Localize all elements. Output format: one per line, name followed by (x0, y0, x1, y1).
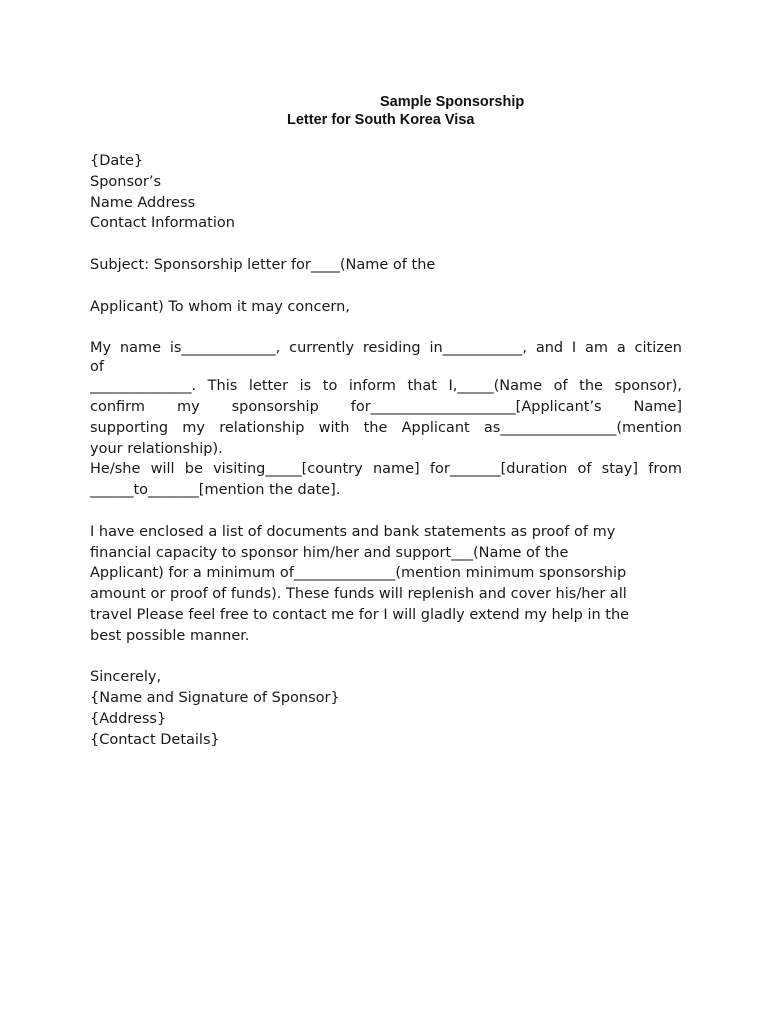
paragraph-2-line-6: best possible manner. (90, 627, 250, 644)
blank-line (90, 501, 682, 522)
paragraph-1-line-7: He/she will be visiting_____[country name] for_______[duration of stay] from (90, 461, 682, 478)
paragraph-2-line-4: amount or proof of funds). These funds will replenish and cover his/her all (90, 586, 627, 603)
blank-line (90, 276, 682, 297)
closing-sincerely: Sincerely, (90, 669, 162, 686)
letter-title-line-1: Sample Sponsorship (380, 94, 525, 110)
paragraph-1-line-5: supporting my relationship with the Applicant as________________(mention (90, 419, 682, 436)
closing-address: {Address} (90, 710, 167, 727)
paragraph-1-line-3: ______________. This letter is to inform that I,_____(Name of the sponsor), (90, 378, 682, 395)
paragraph-1-line-4: confirm my sponsorship for____________________[Applicant’s Name] (90, 398, 682, 415)
paragraph-1-line-1: My name is_____________, currently residing in___________, and I am a citizen (90, 340, 682, 357)
blank-line (90, 234, 682, 255)
blank-line (90, 317, 682, 338)
paragraph-1-line-6: your relationship). (90, 440, 223, 457)
subject-line: Subject: Sponsorship letter for____(Name of the (90, 256, 436, 273)
sponsor-label: Sponsor’s (90, 173, 162, 190)
paragraph-2-line-5: travel Please feel free to contact me for I will gladly extend my help in the (90, 606, 630, 623)
paragraph-1-line-8: ______to_______[mention the date]. (90, 482, 341, 499)
name-address-label: Name Address (90, 194, 196, 211)
paragraph-2-line-2: financial capacity to sponsor him/her and support___(Name of the (90, 544, 569, 561)
date-placeholder: {Date} (90, 153, 144, 169)
closing-name-signature: {Name and Signature of Sponsor} (90, 690, 340, 707)
letter-title-line-2: Letter for South Korea Visa (287, 112, 475, 128)
salutation-line: Applicant) To whom it may concern, (90, 298, 350, 315)
blank-line (90, 647, 682, 668)
letter-body (90, 151, 682, 751)
paragraph-2-line-3: Applicant) for a minimum of______________(mention minimum sponsorship (90, 565, 627, 582)
closing-contact-details: {Contact Details} (90, 731, 220, 748)
paragraph-1-line-2: of (90, 359, 104, 376)
contact-information-label: Contact Information (90, 215, 235, 232)
paragraph-2-line-1: I have enclosed a list of documents and bank statements as proof of my (90, 523, 616, 540)
